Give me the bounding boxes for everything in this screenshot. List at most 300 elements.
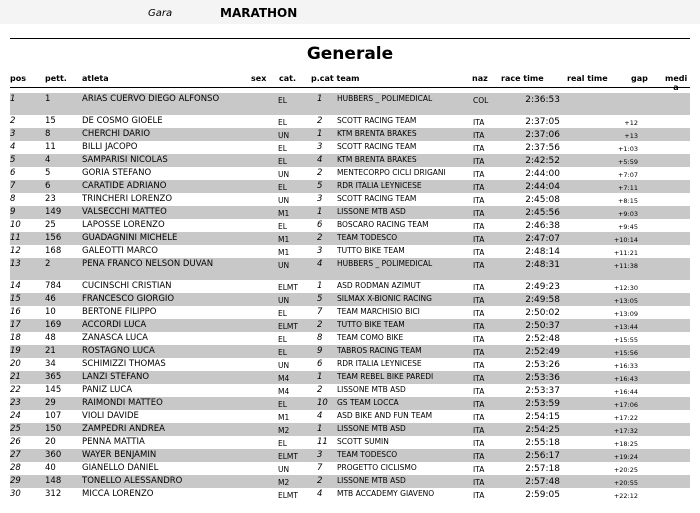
- cell-pos: 26: [10, 437, 21, 447]
- cell-team: SCOTT RACING TEAM: [337, 194, 417, 203]
- cell-team: KTM BRENTA BRAKES: [337, 155, 417, 164]
- cell-gap: +17:32: [613, 427, 638, 435]
- cell-pcat: 3: [317, 142, 323, 152]
- gara-label: Gara: [148, 8, 173, 19]
- cell-pett: 168: [45, 246, 62, 256]
- cell-team: SCOTT RACING TEAM: [337, 116, 417, 125]
- cell-pett: 8: [45, 129, 51, 139]
- cell-cat: M4: [278, 374, 290, 383]
- cell-cat: EL: [278, 222, 287, 231]
- cell-cat: M2: [278, 478, 290, 487]
- cell-time: 2:45:08: [525, 195, 560, 205]
- cell-team: MENTECORPO CICLI DRIGANI: [337, 168, 446, 177]
- cell-gap: +11:38: [613, 262, 638, 270]
- cell-atleta: TRINCHERI LORENZO: [82, 194, 173, 204]
- cell-cat: UN: [278, 465, 290, 474]
- cell-atleta: ZAMPEDRI ANDREA: [82, 424, 165, 434]
- cell-gap: +16:43: [613, 375, 638, 383]
- cell-pett: 2: [45, 259, 51, 269]
- cell-gap: +18:25: [613, 440, 638, 448]
- cell-atleta: RAIMONDI MATTEO: [82, 398, 163, 408]
- cell-time: 2:36:53: [525, 95, 560, 105]
- cell-team: RDR ITALIA LEYNICESE: [337, 359, 422, 368]
- cell-naz: ITA: [473, 374, 485, 383]
- cell-time: 2:57:18: [525, 464, 560, 474]
- cell-team: TEAM COMO BIKE: [337, 333, 404, 342]
- cell-gap: +12: [624, 119, 638, 127]
- table-row: [10, 141, 690, 154]
- col-pett-header: pett.: [45, 74, 67, 83]
- table-row: [10, 319, 690, 332]
- cell-pcat: 5: [317, 181, 323, 191]
- cell-naz: ITA: [473, 322, 485, 331]
- cell-atleta: LAPOSSE LORENZO: [82, 220, 165, 230]
- cell-time: 2:54:15: [525, 412, 560, 422]
- table-row: [10, 475, 690, 488]
- cell-pett: 11: [45, 142, 56, 152]
- cell-cat: M1: [278, 235, 290, 244]
- cell-team: BOSCARO RACING TEAM: [337, 220, 429, 229]
- cell-naz: ITA: [473, 335, 485, 344]
- cell-time: 2:50:37: [525, 321, 560, 331]
- cell-team: ASD RODMAN AZIMUT: [337, 281, 421, 290]
- cell-gap: +17:22: [613, 414, 638, 422]
- cell-pcat: 7: [317, 463, 323, 473]
- cell-team: TEAM MARCHISIO BICI: [337, 307, 420, 316]
- cell-pos: 19: [10, 346, 21, 356]
- col-atleta-header: atleta: [82, 74, 109, 83]
- table-row: [10, 115, 690, 128]
- cell-pett: 21: [45, 346, 56, 356]
- cell-time: 2:47:07: [525, 234, 560, 244]
- cell-cat: EL: [278, 157, 287, 166]
- cell-time: 2:37:06: [525, 130, 560, 140]
- cell-team: HUBBERS _ POLIMEDICAL: [337, 259, 433, 268]
- cell-pett: 34: [45, 359, 56, 369]
- cell-time: 2:46:38: [525, 221, 560, 231]
- cell-pett: 15: [45, 116, 56, 126]
- cell-gap: +11:21: [613, 249, 638, 257]
- cell-pcat: 1: [317, 129, 323, 139]
- cell-time: 2:53:36: [525, 373, 560, 383]
- cell-time: 2:37:56: [525, 143, 560, 153]
- cell-pos: 1: [10, 94, 16, 104]
- cell-pos: 23: [10, 398, 21, 408]
- cell-time: 2:56:17: [525, 451, 560, 461]
- cell-team: LISSONE MTB ASD: [337, 476, 406, 485]
- cell-team: PROGETTO CICLISMO: [337, 463, 417, 472]
- cell-cat: ELMT: [278, 322, 298, 331]
- table-row: [10, 397, 690, 410]
- cell-pcat: 6: [317, 359, 323, 369]
- cell-pcat: 1: [317, 207, 323, 217]
- cell-pos: 27: [10, 450, 21, 460]
- table-row: [10, 410, 690, 423]
- cell-team: MTB ACCADEMY GIAVENO: [337, 489, 435, 498]
- table-row: [10, 232, 690, 245]
- cell-time: 2:42:52: [525, 156, 560, 166]
- cell-time: 2:49:58: [525, 295, 560, 305]
- cell-pos: 6: [10, 168, 16, 178]
- cell-pcat: 3: [317, 246, 323, 256]
- cell-pos: 9: [10, 207, 16, 217]
- cell-gap: +7:11: [617, 184, 638, 192]
- cell-pcat: 5: [317, 294, 323, 304]
- cell-pett: 48: [45, 333, 56, 343]
- cell-naz: ITA: [473, 426, 485, 435]
- cell-naz: ITA: [473, 387, 485, 396]
- cell-pett: 10: [45, 307, 56, 317]
- cell-cat: EL: [278, 183, 287, 192]
- cell-atleta: DE COSMO GIOELE: [82, 116, 163, 126]
- cell-pos: 7: [10, 181, 16, 191]
- cell-atleta: CHERCHI DARIO: [82, 129, 151, 139]
- cell-pos: 29: [10, 476, 21, 486]
- cell-naz: ITA: [473, 209, 485, 218]
- cell-pos: 30: [10, 489, 21, 499]
- cell-atleta: GIANELLO DANIEL: [82, 463, 159, 473]
- cell-pett: 312: [45, 489, 62, 499]
- cell-pett: 29: [45, 398, 56, 408]
- col-sex-header: sex: [251, 74, 267, 83]
- cell-time: 2:49:23: [525, 282, 560, 292]
- cell-pett: 1: [45, 94, 51, 104]
- cell-atleta: GORIA STEFANO: [82, 168, 152, 178]
- cell-time: 2:50:02: [525, 308, 560, 318]
- cell-cat: UN: [278, 196, 290, 205]
- col-pcat-team-header: p.cat team: [311, 74, 360, 83]
- table-row: [10, 206, 690, 219]
- cell-pos: 3: [10, 129, 16, 139]
- page-title: Generale: [306, 44, 394, 64]
- cell-gap: +17:06: [613, 401, 638, 409]
- cell-gap: +5:59: [617, 158, 638, 166]
- cell-team: LISSONE MTB ASD: [337, 424, 406, 433]
- cell-pos: 13: [10, 259, 21, 269]
- cell-gap: +12:30: [613, 284, 638, 292]
- cell-atleta: SAMPARISI NICOLAS: [82, 155, 168, 165]
- table-row: [10, 436, 690, 449]
- cell-naz: ITA: [473, 361, 485, 370]
- cell-gap: +15:56: [613, 349, 638, 357]
- cell-naz: ITA: [473, 170, 485, 179]
- cell-pcat: 3: [317, 194, 323, 204]
- cell-pett: 149: [45, 207, 62, 217]
- cell-team: HUBBERS _ POLIMEDICAL: [337, 94, 433, 103]
- cell-pett: 169: [45, 320, 62, 330]
- cell-atleta: ZANASCA LUCA: [82, 333, 148, 343]
- cell-pett: 150: [45, 424, 62, 434]
- cell-cat: M1: [278, 248, 290, 257]
- cell-pcat: 7: [317, 307, 323, 317]
- cell-pett: 145: [45, 385, 62, 395]
- cell-pcat: 2: [317, 116, 323, 126]
- cell-pett: 46: [45, 294, 56, 304]
- cell-cat: ELMT: [278, 452, 298, 461]
- table-row: [10, 258, 690, 280]
- top-divider: [10, 38, 690, 39]
- cell-naz: ITA: [473, 261, 485, 270]
- cell-pos: 4: [10, 142, 16, 152]
- cell-cat: UN: [278, 296, 290, 305]
- cell-naz: ITA: [473, 452, 485, 461]
- cell-time: 2:59:05: [525, 490, 560, 500]
- cell-team: GS TEAM LOCCA: [337, 398, 399, 407]
- cell-naz: ITA: [473, 131, 485, 140]
- cell-naz: ITA: [473, 248, 485, 257]
- cell-time: 2:54:25: [525, 425, 560, 435]
- cell-team: SCOTT SUMIN: [337, 437, 389, 446]
- table-row: [10, 332, 690, 345]
- cell-pcat: 8: [317, 333, 323, 343]
- cell-cat: EL: [278, 348, 287, 357]
- cell-pcat: 2: [317, 320, 323, 330]
- cell-pos: 24: [10, 411, 21, 421]
- cell-pcat: 1: [317, 372, 323, 382]
- cell-cat: EL: [278, 118, 287, 127]
- cell-cat: UN: [278, 361, 290, 370]
- cell-pos: 5: [10, 155, 16, 165]
- cell-atleta: VALSECCHI MATTEO: [82, 207, 167, 217]
- cell-atleta: ARIAS CUERVO DIEGO ALFONSO: [82, 94, 220, 104]
- col-naz-header: naz: [472, 74, 488, 83]
- cell-gap: +8:15: [617, 197, 638, 205]
- cell-team: LISSONE MTB ASD: [337, 385, 406, 394]
- cell-gap: +13:09: [613, 310, 638, 318]
- cell-pett: 5: [45, 168, 51, 178]
- cell-team: TEAM REBEL BIKE PAREDI: [337, 372, 434, 381]
- table-row: [10, 180, 690, 193]
- cell-naz: ITA: [473, 235, 485, 244]
- cell-pcat: 4: [317, 259, 323, 269]
- cell-pett: 23: [45, 194, 56, 204]
- cell-time: 2:53:59: [525, 399, 560, 409]
- cell-pos: 11: [10, 233, 21, 243]
- cell-naz: ITA: [473, 478, 485, 487]
- cell-time: 2:52:49: [525, 347, 560, 357]
- cell-naz: ITA: [473, 296, 485, 305]
- col-cat-header: cat.: [279, 74, 297, 83]
- cell-atleta: PENNA MATTIA: [82, 437, 145, 447]
- cell-atleta: GUADAGNINI MICHELE: [82, 233, 178, 243]
- table-row: [10, 423, 690, 436]
- header-divider: [10, 87, 690, 88]
- cell-pos: 16: [10, 307, 21, 317]
- cell-pos: 15: [10, 294, 21, 304]
- cell-naz: ITA: [473, 439, 485, 448]
- cell-time: 2:55:18: [525, 438, 560, 448]
- cell-team: TEAM TODESCO: [337, 450, 398, 459]
- cell-gap: +16:44: [613, 388, 638, 396]
- cell-team: TUTTO BIKE TEAM: [337, 246, 405, 255]
- cell-team: LISSONE MTB ASD: [337, 207, 406, 216]
- cell-pcat: 2: [317, 476, 323, 486]
- cell-pos: 10: [10, 220, 21, 230]
- cell-time: 2:44:00: [525, 169, 560, 179]
- cell-team: KTM BRENTA BRAKES: [337, 129, 417, 138]
- table-row: [10, 193, 690, 206]
- cell-atleta: PANIZ LUCA: [82, 385, 133, 395]
- cell-time: 2:52:48: [525, 334, 560, 344]
- cell-atleta: CUCINSCHI CRISTIAN: [82, 281, 172, 291]
- cell-pos: 21: [10, 372, 21, 382]
- cell-cat: EL: [278, 335, 287, 344]
- cell-pcat: 3: [317, 450, 323, 460]
- race-name: MARATHON: [220, 6, 298, 20]
- header-bar: [0, 0, 700, 24]
- cell-pcat: 2: [317, 385, 323, 395]
- cell-gap: +20:25: [613, 466, 638, 474]
- cell-pos: 12: [10, 246, 21, 256]
- col-media-header: medi a: [665, 74, 688, 92]
- table-row: [10, 462, 690, 475]
- cell-pos: 8: [10, 194, 16, 204]
- cell-naz: ITA: [473, 283, 485, 292]
- cell-cat: EL: [278, 400, 287, 409]
- cell-pett: 360: [45, 450, 62, 460]
- cell-gap: +22:12: [613, 492, 638, 500]
- cell-cat: M2: [278, 426, 290, 435]
- cell-naz: ITA: [473, 157, 485, 166]
- cell-atleta: BERTONE FILIPPO: [82, 307, 157, 317]
- cell-atleta: PENA FRANCO NELSON DUVAN: [82, 259, 214, 269]
- cell-pos: 18: [10, 333, 21, 343]
- cell-naz: ITA: [473, 196, 485, 205]
- cell-atleta: ROSTAGNO LUCA: [82, 346, 155, 356]
- cell-time: 2:44:04: [525, 182, 560, 192]
- cell-pos: 17: [10, 320, 21, 330]
- cell-time: 2:53:26: [525, 360, 560, 370]
- cell-pcat: 2: [317, 233, 323, 243]
- cell-pos: 25: [10, 424, 21, 434]
- cell-naz: ITA: [473, 413, 485, 422]
- cell-naz: ITA: [473, 465, 485, 474]
- cell-naz: ITA: [473, 118, 485, 127]
- table-row: [10, 154, 690, 167]
- cell-naz: ITA: [473, 222, 485, 231]
- cell-atleta: LANZI STEFANO: [82, 372, 150, 382]
- table-row: [10, 245, 690, 258]
- cell-atleta: CARATIDE ADRIANO: [82, 181, 167, 191]
- cell-gap: +19:24: [613, 453, 638, 461]
- cell-cat: M1: [278, 209, 290, 218]
- cell-time: 2:53:37: [525, 386, 560, 396]
- cell-gap: +1:03: [617, 145, 638, 153]
- cell-cat: UN: [278, 261, 290, 270]
- table-row: [10, 293, 690, 306]
- cell-team: TABROS RACING TEAM: [337, 346, 422, 355]
- cell-atleta: MICCA LORENZO: [82, 489, 154, 499]
- cell-pett: 20: [45, 437, 56, 447]
- cell-naz: ITA: [473, 400, 485, 409]
- cell-cat: M4: [278, 387, 290, 396]
- cell-pos: 20: [10, 359, 21, 369]
- table-row: [10, 358, 690, 371]
- table-row: [10, 449, 690, 462]
- table-row: [10, 384, 690, 397]
- table-row: [10, 128, 690, 141]
- col-real-time-header: real time: [567, 74, 608, 83]
- cell-pett: 365: [45, 372, 62, 382]
- table-row: [10, 280, 690, 293]
- col-gap-header: gap: [631, 74, 648, 83]
- cell-cat: EL: [278, 439, 287, 448]
- cell-atleta: FRANCESCO GIORGIO: [82, 294, 175, 304]
- cell-cat: ELMT: [278, 491, 298, 500]
- cell-gap: +20:55: [613, 479, 638, 487]
- col-race-time-header: race time: [501, 74, 544, 83]
- cell-pcat: 1: [317, 281, 323, 291]
- cell-cat: M1: [278, 413, 290, 422]
- cell-atleta: ACCORDI LUCA: [82, 320, 147, 330]
- table-row: [10, 167, 690, 180]
- cell-team: SILMAX X-BIONIC RACING: [337, 294, 432, 303]
- cell-pcat: 1: [317, 424, 323, 434]
- cell-cat: UN: [278, 170, 290, 179]
- cell-time: 2:45:56: [525, 208, 560, 218]
- cell-naz: ITA: [473, 348, 485, 357]
- table-row: [10, 371, 690, 384]
- cell-pcat: 6: [317, 220, 323, 230]
- cell-gap: +13:05: [613, 297, 638, 305]
- cell-time: 2:57:48: [525, 477, 560, 487]
- cell-cat: UN: [278, 131, 290, 140]
- cell-pcat: 11: [317, 437, 328, 447]
- cell-atleta: WAYER BENJAMIN: [82, 450, 157, 460]
- cell-naz: ITA: [473, 183, 485, 192]
- cell-cat: EL: [278, 96, 287, 105]
- cell-team: ASD BIKE AND FUN TEAM: [337, 411, 433, 420]
- cell-pett: 148: [45, 476, 62, 486]
- cell-gap: +13:44: [613, 323, 638, 331]
- cell-pett: 6: [45, 181, 51, 191]
- cell-naz: ITA: [473, 144, 485, 153]
- cell-gap: +7:07: [617, 171, 638, 179]
- cell-naz: ITA: [473, 309, 485, 318]
- cell-gap: +9:45: [617, 223, 638, 231]
- results-table: [10, 93, 690, 501]
- col-pos-header: pos: [10, 74, 26, 83]
- table-row: [10, 93, 690, 115]
- cell-pett: 4: [45, 155, 51, 165]
- cell-time: 2:48:31: [525, 260, 560, 270]
- cell-cat: EL: [278, 144, 287, 153]
- cell-pett: 107: [45, 411, 62, 421]
- cell-pos: 28: [10, 463, 21, 473]
- cell-pcat: 4: [317, 155, 323, 165]
- cell-team: SCOTT RACING TEAM: [337, 142, 417, 151]
- table-row: [10, 306, 690, 319]
- table-row: [10, 488, 690, 501]
- cell-gap: +15:55: [613, 336, 638, 344]
- cell-atleta: BILLI JACOPO: [82, 142, 138, 152]
- cell-pos: 22: [10, 385, 21, 395]
- cell-team: RDR ITALIA LEYNICESE: [337, 181, 422, 190]
- cell-pett: 784: [45, 281, 62, 291]
- cell-atleta: GALEOTTI MARCO: [82, 246, 158, 256]
- cell-pcat: 2: [317, 168, 323, 178]
- cell-naz: ITA: [473, 491, 485, 500]
- cell-naz: COL: [473, 96, 489, 105]
- cell-gap: +16:33: [613, 362, 638, 370]
- cell-atleta: TONELLO ALESSANDRO: [82, 476, 183, 486]
- cell-cat: EL: [278, 309, 287, 318]
- cell-time: 2:48:14: [525, 247, 560, 257]
- cell-cat: ELMT: [278, 283, 298, 292]
- cell-pcat: 9: [317, 346, 323, 356]
- table-row: [10, 345, 690, 358]
- cell-gap: +9:03: [617, 210, 638, 218]
